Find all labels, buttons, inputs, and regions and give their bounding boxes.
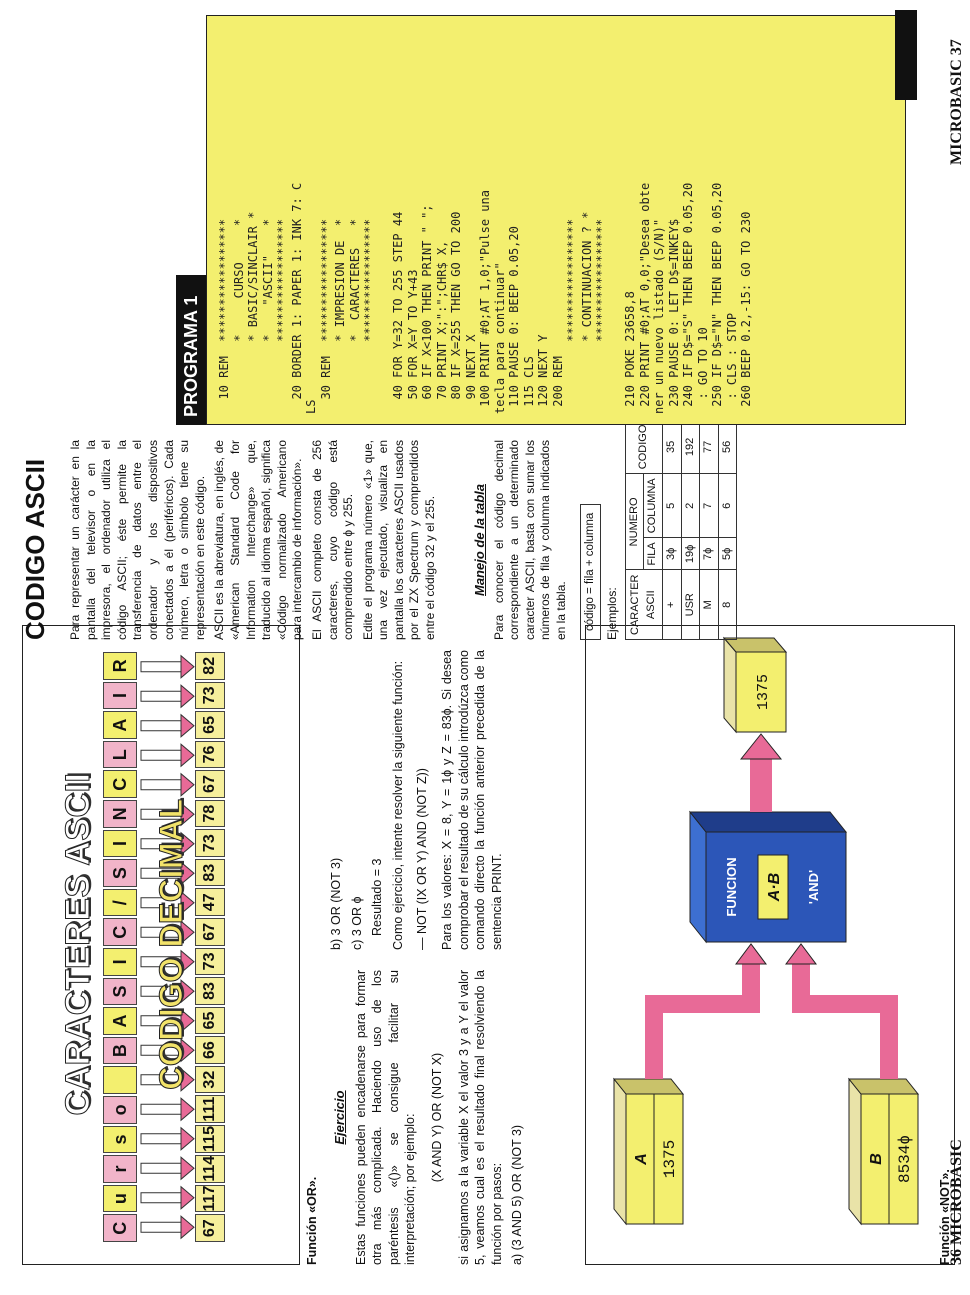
- function-box: [690, 812, 846, 942]
- ascii-char-strip: [103, 652, 137, 1242]
- article-paragraph: Para representar un carácter en la pantalla del televisor o en la impresora, el ordenador utiliza el código ASCII; éste permite la transferencia de datos entre el ordenador y los dispositivos conectados a él (periféricos). Cada número, letra o símbolo tiene su representación en este código.: [68, 440, 207, 640]
- code-line: 90 NEXT X: [463, 334, 478, 414]
- ascii-char-cell: I: [103, 948, 137, 976]
- table-paragraph: Para conocer el código decimal correspondiente a un determinado caracter ASCII, basta con sumar los números de fila y columna indicados en la tabla.: [491, 440, 568, 640]
- code-line: 40 FOR Y=32 TO 255 STEP 44: [391, 211, 405, 414]
- ascii-char-cell: C: [103, 1214, 137, 1242]
- decimal-code-cell: 76: [195, 741, 225, 769]
- table-header: CODIGO: [625, 420, 662, 474]
- decimal-code-cell: 73: [195, 948, 225, 976]
- code-line: * CURSO *: [231, 218, 246, 414]
- decimal-code-cell: 82: [195, 652, 225, 680]
- ascii-char-cell: S: [103, 859, 137, 887]
- exercise-intro: Estas funciones pueden encadenarse para formar otra más complicada. Haciendo uso de los paréntesis «()» se consigue facilitar su interpretación; por ejemplo:: [353, 970, 418, 1265]
- code-line: 115 CLS: [521, 356, 536, 414]
- code-line: [377, 26, 392, 414]
- code-line: [609, 26, 624, 414]
- table-cell: 5: [662, 474, 681, 538]
- decimal-code-cell: 117: [195, 1185, 225, 1213]
- ascii-char-cell: u: [103, 1185, 137, 1213]
- exercise-step-a: a) (3 AND 5) OR (NOT 3): [510, 1124, 525, 1265]
- exercise-formula: (X AND Y) OR (NOT X): [429, 1052, 444, 1183]
- table-cell: 6: [718, 474, 737, 538]
- code-line: * "ASCII" *: [260, 218, 275, 414]
- code-line: : CLS : STOP: [724, 312, 739, 414]
- function-title: FUNCION: [724, 857, 739, 917]
- article-paragraph: El ASCII completo consta de 256 caracteres, cuyo código está comprendido entre ϕ y 255.: [309, 440, 356, 640]
- code-line: 80 IF X=255 THEN GO TO 200: [449, 211, 463, 414]
- code-line: 100 PRINT #0;AT 1,0;"Pulse una: [478, 190, 492, 414]
- article-title: CODIGO ASCII: [20, 458, 50, 640]
- ascii-char-cell: R: [103, 652, 137, 680]
- code-line: *****************: [594, 218, 608, 414]
- table-cell: 2: [681, 474, 700, 538]
- arrow-a-path: [654, 964, 751, 1079]
- ascii-char-cell: S: [103, 978, 137, 1006]
- article-paragraph: ASCII es la abreviatura, en inglés, de «American Standard Code for Information Interchange» que, traducido al idioma español, significa «Código normalizado Americano para intercambio de información».: [212, 440, 305, 640]
- table-cell: USR: [681, 570, 700, 640]
- ascii-char-cell: A: [103, 1007, 137, 1035]
- table-header: FILA: [644, 538, 663, 570]
- table-row: [681, 420, 700, 639]
- exercise-column-2: [328, 650, 509, 950]
- decimal-code-cell: 73: [195, 829, 225, 857]
- decimal-code-cell: 111: [195, 1095, 225, 1123]
- and-diagram-svg: [586, 624, 956, 1264]
- decimal-code-cell: 115: [195, 1125, 225, 1153]
- ascii-char-cell: L: [103, 741, 137, 769]
- input-a-value: 1375: [661, 1139, 679, 1179]
- decimal-code-cell: 47: [195, 889, 225, 917]
- and-function-diagram: [585, 625, 955, 1265]
- program-listing: [206, 15, 906, 425]
- left-page-number: 36 MICROBASIC: [948, 1139, 965, 1265]
- code-line: 70 PRINT X;":";CHR$ X,: [434, 240, 449, 414]
- decimal-code-cell: 66: [195, 1036, 225, 1064]
- table-cell: M: [700, 570, 719, 640]
- table-row: [700, 420, 719, 639]
- table-cell: 192: [681, 420, 700, 474]
- output-box: [724, 638, 786, 732]
- ascii-char-cell: /: [103, 889, 137, 917]
- input-b-label: B: [868, 1153, 885, 1165]
- right-page-number: MICROBASIC 37: [948, 39, 965, 165]
- decimal-code-cell: 65: [195, 711, 225, 739]
- decimal-code-cell: 114: [195, 1155, 225, 1183]
- code-line: 260 BEEP 0.2,-15: GO TO 230: [739, 211, 753, 414]
- article-body: [68, 440, 443, 640]
- decimal-code-cell: 67: [195, 1214, 225, 1242]
- ascii-figure-title: CARACTERES ASCII: [59, 772, 97, 1116]
- arrow-b-path: [801, 964, 889, 1079]
- ascii-char-cell: C: [103, 771, 137, 799]
- caption-not: Función «NOT».: [938, 1169, 952, 1265]
- table-subheading: Manejo de la tabla: [472, 484, 487, 596]
- table-header: COLUMNA: [644, 474, 663, 538]
- code-line: 110 PAUSE 0: BEEP 0.05,20: [507, 226, 521, 414]
- code-line: 210 POKE 23658,8: [623, 291, 637, 414]
- ascii-char-cell: C: [103, 918, 137, 946]
- table-group-header: NUMERO: [625, 474, 644, 570]
- decimal-figure-title: CODIGO DECIMAL: [153, 798, 189, 1090]
- exercise-task-formula: — NOT (IX OR Y) AND (NOT Z)): [415, 768, 430, 950]
- table-cell: 8: [718, 570, 737, 640]
- code-line: * CARACTERES *: [347, 218, 362, 414]
- table-cell: 77: [700, 420, 719, 474]
- exercise-step-c: c) 3 OR ϕ: [349, 896, 364, 950]
- ascii-char-cell: A: [103, 711, 137, 739]
- exercise-step-b: b) 3 OR (NOT 3): [329, 857, 343, 950]
- ascii-char-cell: I: [103, 682, 137, 710]
- decimal-code-cell: 67: [195, 918, 225, 946]
- code-line: ner un nuevo listado (S/N)": [652, 218, 666, 414]
- decimal-code-cell: 73: [195, 682, 225, 710]
- table-cell: 56: [718, 420, 737, 474]
- article-paragraph: Edite el programa número «1» que, una vez ejecutado, visualiza en pantalla los caracteres ASCII usados por el ZX Spectrum y comprendidos entre el código 32 y el 255.: [360, 440, 438, 640]
- function-expression: A·B: [766, 872, 783, 902]
- input-a-label: A: [633, 1153, 650, 1165]
- examples-label: Ejemplos:: [605, 587, 620, 640]
- ascii-char-cell: I: [103, 830, 137, 858]
- table-cell: 35: [662, 420, 681, 474]
- exercise-heading: Ejercicio: [332, 1090, 347, 1145]
- code-line: 30 REM *****************: [318, 218, 333, 414]
- decimal-code-cell: 83: [195, 859, 225, 887]
- code-line: 20 BORDER 1: PAPER 1: INK 7: C: [289, 182, 304, 414]
- ascii-characters-figure: [22, 625, 300, 1265]
- examples-table: [625, 420, 738, 640]
- code-line: : GO TO 10: [695, 327, 710, 414]
- output-value: 1375: [755, 673, 772, 711]
- code-line: * CONTINUACION ? *: [579, 211, 594, 414]
- code-line: *****************: [362, 218, 376, 414]
- exercise-result: Resultado = 3: [370, 858, 385, 936]
- exercise-task: Como ejercicio, intente resolver la siguiente función:: [390, 660, 405, 950]
- table-cell: 19ϕ: [681, 538, 700, 570]
- exercise-explanation: si asignamos a la variable X el valor 3 y a Y el valor 5, veamos cual es el resultado final resolviendo la función por pasos:: [456, 970, 504, 1265]
- code-line: 240 IF D$="S" THEN BEEP 0.05,20: [681, 182, 695, 414]
- table-row: [662, 420, 681, 639]
- table-section: [468, 424, 737, 640]
- code-line: 200 REM: [550, 356, 565, 414]
- decimal-code-cell: 32: [195, 1066, 225, 1094]
- code-line: 50 FOR X=Y TO Y+43: [405, 269, 420, 414]
- input-b-value: 8534ϕ: [896, 1134, 914, 1184]
- input-a-box: [614, 1079, 683, 1224]
- program-tab: PROGRAMA 1: [176, 275, 206, 425]
- code-line: LS: [304, 399, 318, 414]
- table-cell: 7ϕ: [700, 538, 719, 570]
- table-cell: 7: [700, 474, 719, 538]
- page-corner-bar: [895, 10, 917, 100]
- decimal-code-cell: 83: [195, 977, 225, 1005]
- exercise-column-1: [328, 970, 530, 1265]
- code-line: * IMPRESION DE *: [333, 218, 347, 414]
- table-cell: 5ϕ: [718, 538, 737, 570]
- code-line: 10 REM *****************: [217, 218, 231, 414]
- table-cell: 3ϕ: [662, 538, 681, 570]
- code-line: 120 NEXT Y: [536, 334, 550, 414]
- code-line: 230 PAUSE 0: LET D$=INKEY$: [666, 218, 681, 414]
- exercise-values: Para los valores: X = 8, Y = 1ϕ y Z = 83ϕ. Si desea comprobar el resultado de su cálculo introdúzca como comando directo la función anterior precedida de la sentencia PRINT.: [439, 650, 504, 950]
- code-line: 220 PRINT #0;AT 0,0;"Desea obte: [637, 182, 652, 414]
- function-name: 'AND': [806, 869, 821, 905]
- code-line: *****************: [565, 218, 579, 414]
- code-line: 60 IF X<100 THEN PRINT " ";: [420, 204, 434, 414]
- table-row: [718, 420, 737, 639]
- table-cell: +: [662, 570, 681, 640]
- ascii-char-cell: r: [103, 1155, 137, 1183]
- decimal-code-cell: 78: [195, 800, 225, 828]
- code-line: 250 IF D$="N" THEN BEEP 0.05,20: [710, 182, 724, 414]
- code-line: *****************: [275, 218, 289, 414]
- decimal-code-cell: 67: [195, 770, 225, 798]
- decimal-code-strip: [195, 652, 225, 1242]
- formula-box: código = fila + columna: [580, 504, 602, 640]
- ascii-char-cell: N: [103, 800, 137, 828]
- ascii-char-cell: s: [103, 1126, 137, 1154]
- ascii-char-cell: o: [103, 1096, 137, 1124]
- code-line: tecla para continuar": [492, 262, 507, 414]
- code-line: * BASIC/SINCLAIR *: [246, 211, 260, 414]
- ascii-space-cell: [103, 1066, 137, 1094]
- caption-or: Función «OR».: [305, 1176, 319, 1265]
- table-header: CARACTER ASCII: [625, 570, 662, 640]
- decimal-code-cell: 65: [195, 1007, 225, 1035]
- input-b-box: [849, 1079, 918, 1224]
- ascii-char-cell: B: [103, 1037, 137, 1065]
